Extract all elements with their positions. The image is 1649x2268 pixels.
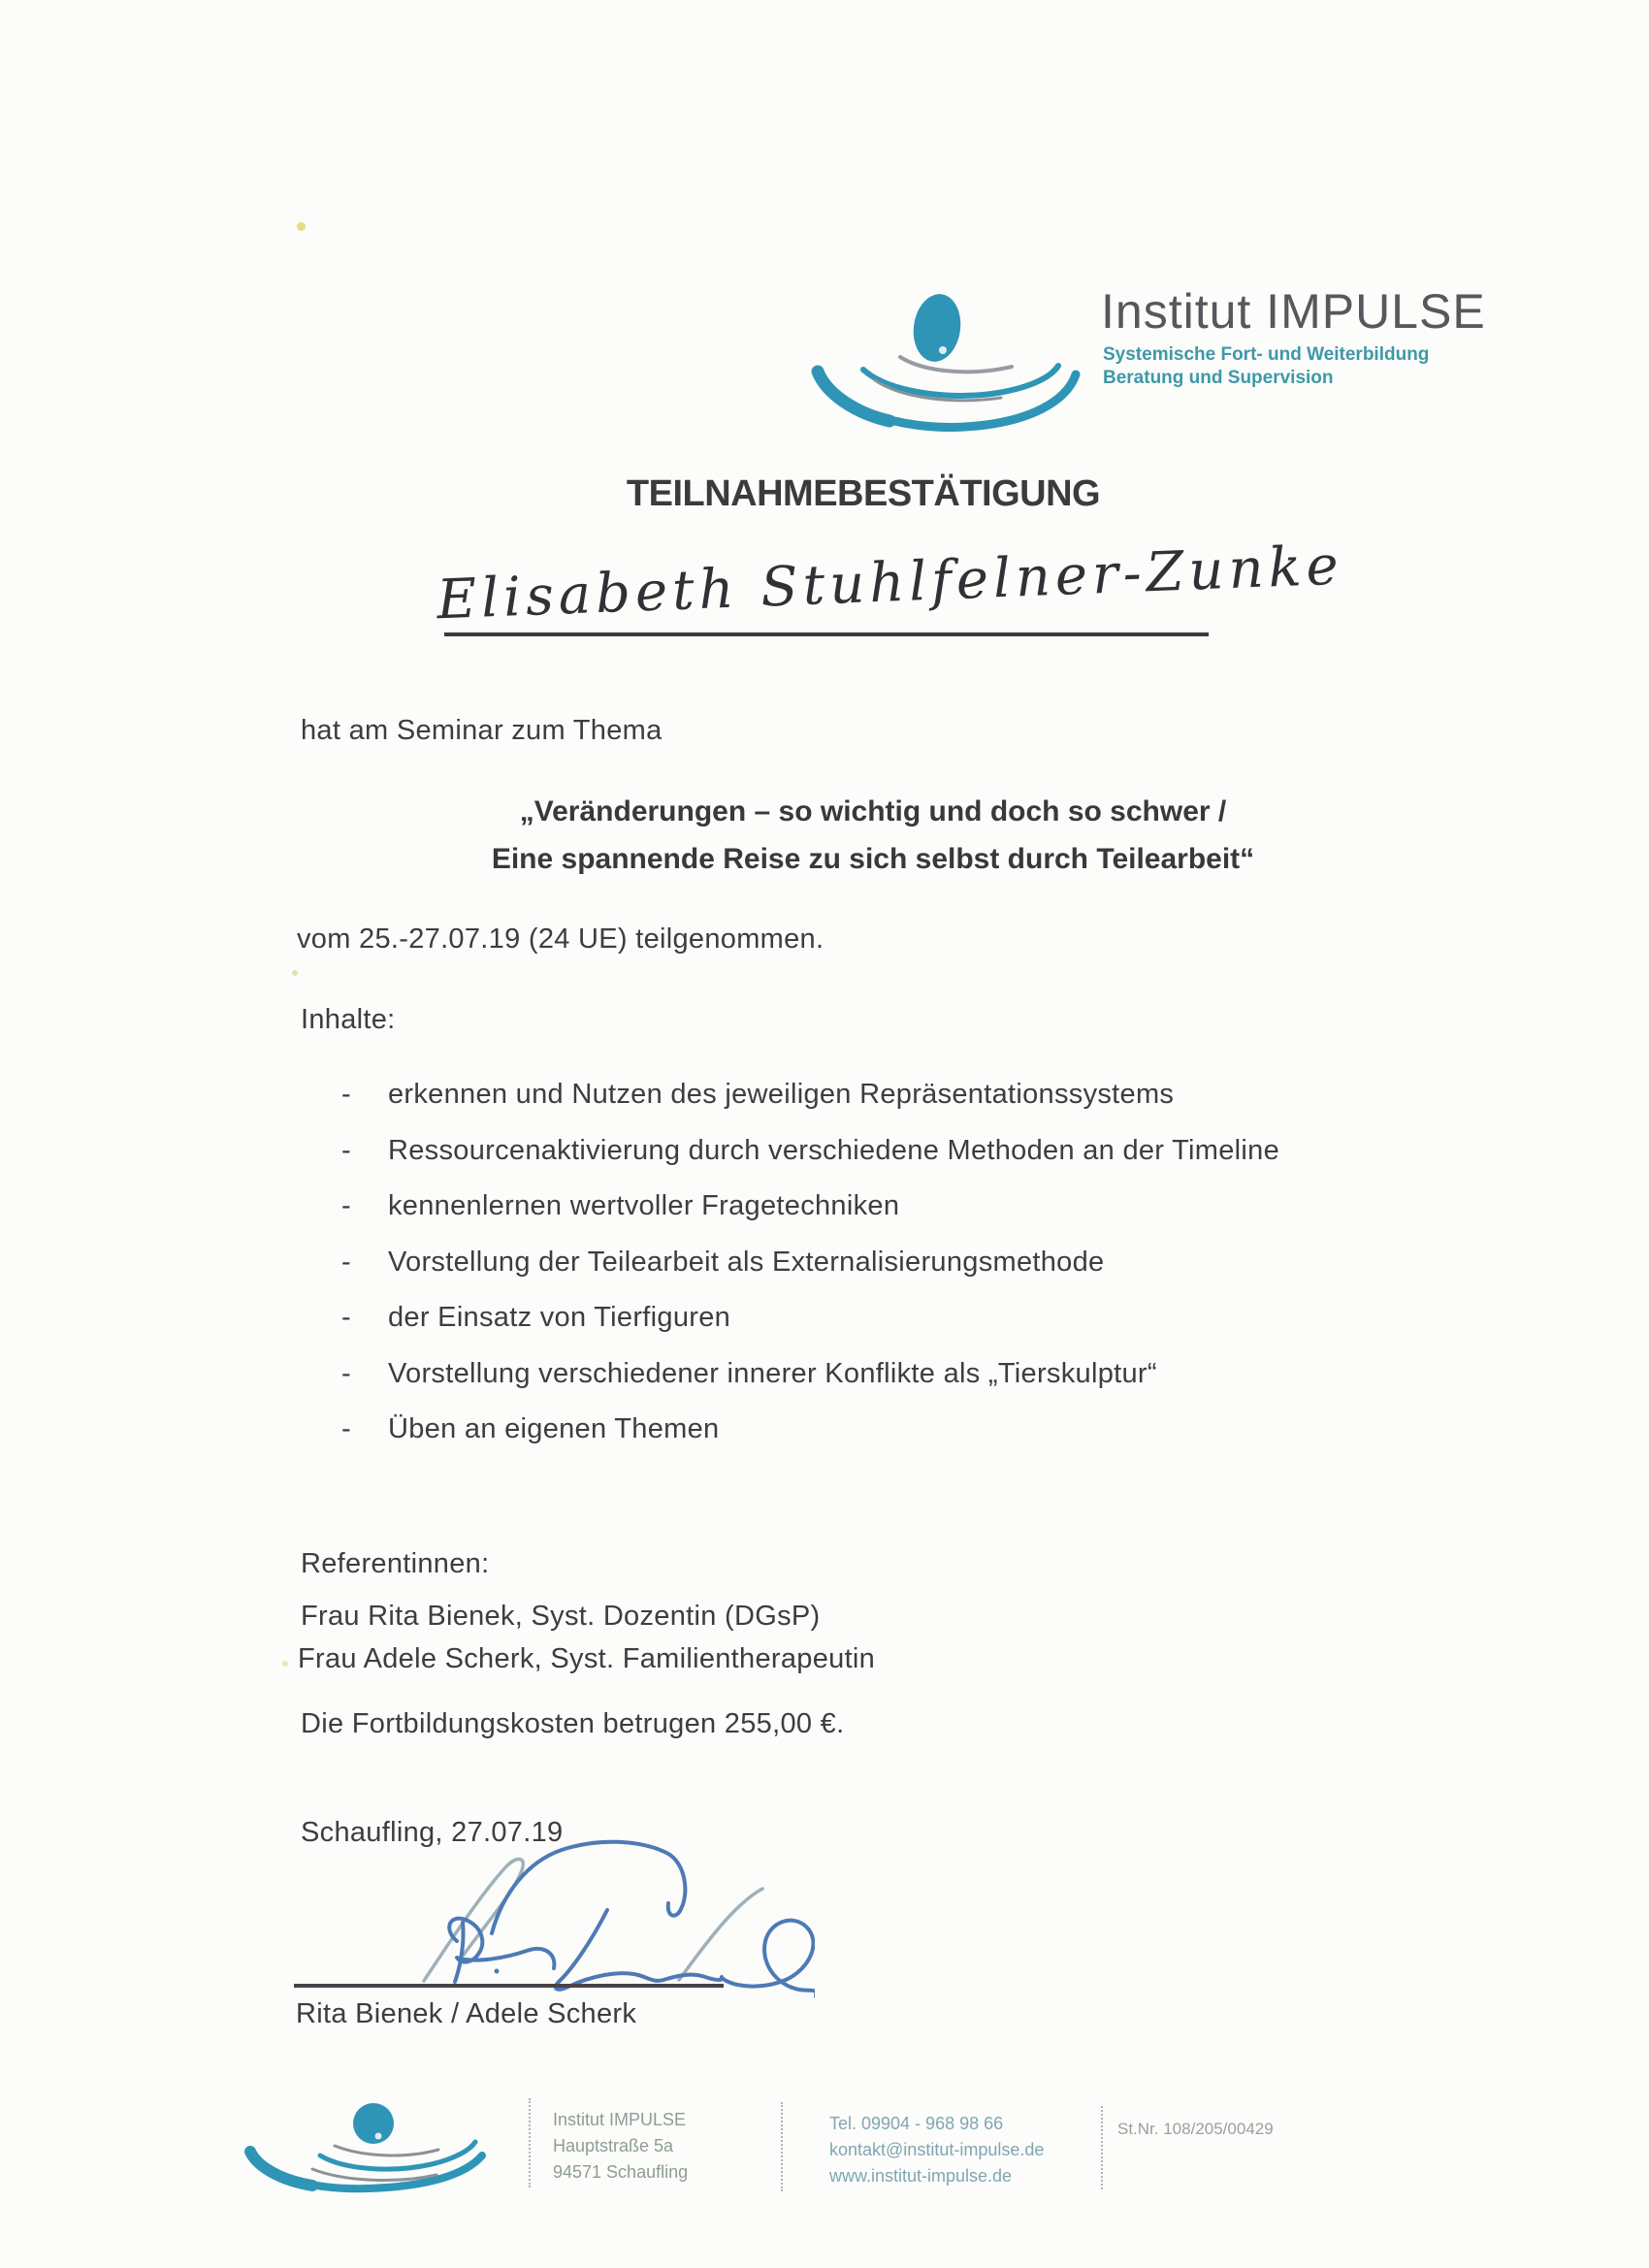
bullet-dash: - bbox=[341, 1413, 351, 1444]
institute-logo-droplet bbox=[805, 272, 1096, 437]
tagline-line1: Systemische Fort- und Weiterbildung bbox=[1103, 344, 1430, 365]
footer-divider bbox=[529, 2098, 531, 2187]
bullet-dash: - bbox=[341, 1134, 351, 1166]
document-title: TEILNAHMEBESTÄTIGUNG bbox=[626, 473, 1101, 514]
list-item bbox=[341, 1190, 1457, 1247]
seminar-title-line2: Eine spannende Reise zu sich selbst durch Teilearbeit“ bbox=[491, 843, 1255, 875]
list-item-text: erkennen und Nutzen des jeweiligen Repräsentationssystems bbox=[388, 1079, 1175, 1110]
footer-email: kontakt@institut-impulse.de bbox=[829, 2140, 1045, 2159]
participant-name-handwritten: Elisabeth Stuhlfelner-Zunke bbox=[436, 534, 1344, 632]
list-item bbox=[341, 1302, 1457, 1358]
list-item-text: Ressourcenaktivierung durch verschiedene Methoden an der Timeline bbox=[388, 1134, 1280, 1166]
scan-speck bbox=[282, 1661, 288, 1667]
footer-address-line2: Hauptstraße 5a bbox=[553, 2136, 674, 2155]
bullet-dash: - bbox=[341, 1357, 351, 1389]
list-item bbox=[341, 1247, 1457, 1303]
seminar-title bbox=[349, 788, 1397, 883]
footer-address-line3: 94571 Schaufling bbox=[553, 2162, 689, 2182]
list-item-text: Vorstellung verschiedener innerer Konflikte als „Tierskulptur“ bbox=[388, 1357, 1157, 1389]
footer-address bbox=[553, 2107, 688, 2186]
list-item-text: der Einsatz von Tierfiguren bbox=[388, 1302, 731, 1333]
footer-phone: Tel. 09904 - 968 98 66 bbox=[829, 2114, 1004, 2133]
footer-contact bbox=[829, 2111, 1044, 2189]
scan-speck bbox=[292, 970, 298, 976]
list-item bbox=[341, 1358, 1457, 1414]
institute-name: Institut IMPULSE bbox=[1101, 284, 1486, 339]
list-item-text: Üben an eigenen Themen bbox=[388, 1413, 720, 1444]
referent-line1: Frau Rita Bienek, Syst. Dozentin (DGsP) bbox=[301, 1601, 821, 1632]
list-item bbox=[341, 1413, 1457, 1470]
list-item-text: kennenlernen wertvoller Fragetechniken bbox=[388, 1190, 900, 1221]
referents-label: Referentinnen: bbox=[301, 1548, 490, 1579]
list-item-text: Vorstellung der Teilearbeit als Externalisierungsmethode bbox=[388, 1246, 1105, 1278]
footer-address-line1: Institut IMPULSE bbox=[553, 2110, 687, 2129]
tagline-line2: Beratung und Supervision bbox=[1103, 368, 1334, 388]
institute-tagline bbox=[1103, 343, 1429, 390]
signatory-names: Rita Bienek / Adele Scherk bbox=[296, 1998, 637, 2029]
seminar-title-line1: „Veränderungen – so wichtig und doch so schwer / bbox=[519, 795, 1227, 827]
participation-line: vom 25.-27.07.19 (24 UE) teilgenommen. bbox=[297, 923, 824, 955]
footer-divider bbox=[781, 2102, 783, 2191]
bullet-dash: - bbox=[341, 1302, 351, 1333]
bullet-dash: - bbox=[341, 1079, 351, 1110]
intro-line: hat am Seminar zum Thema bbox=[301, 715, 663, 746]
scan-speck bbox=[297, 222, 306, 231]
signature-line bbox=[294, 1984, 724, 1988]
footer-tax-number: St.Nr. 108/205/00429 bbox=[1117, 2120, 1274, 2138]
place-date: Schaufling, 27.07.19 bbox=[301, 1817, 564, 1848]
footer-website: www.institut-impulse.de bbox=[829, 2166, 1013, 2186]
footer-logo-droplet bbox=[233, 2086, 553, 2231]
participant-name-underline bbox=[444, 632, 1209, 636]
costs-line: Die Fortbildungskosten betrugen 255,00 €. bbox=[301, 1708, 845, 1739]
list-item bbox=[341, 1135, 1457, 1191]
footer-divider bbox=[1101, 2106, 1103, 2189]
list-item bbox=[341, 1079, 1457, 1135]
bullet-dash: - bbox=[341, 1246, 351, 1278]
bullet-dash: - bbox=[341, 1190, 351, 1221]
contents-label: Inhalte: bbox=[301, 1004, 396, 1035]
contents-list bbox=[341, 1079, 1457, 1470]
referent-line2: Frau Adele Scherk, Syst. Familientherapeutin bbox=[298, 1643, 876, 1674]
